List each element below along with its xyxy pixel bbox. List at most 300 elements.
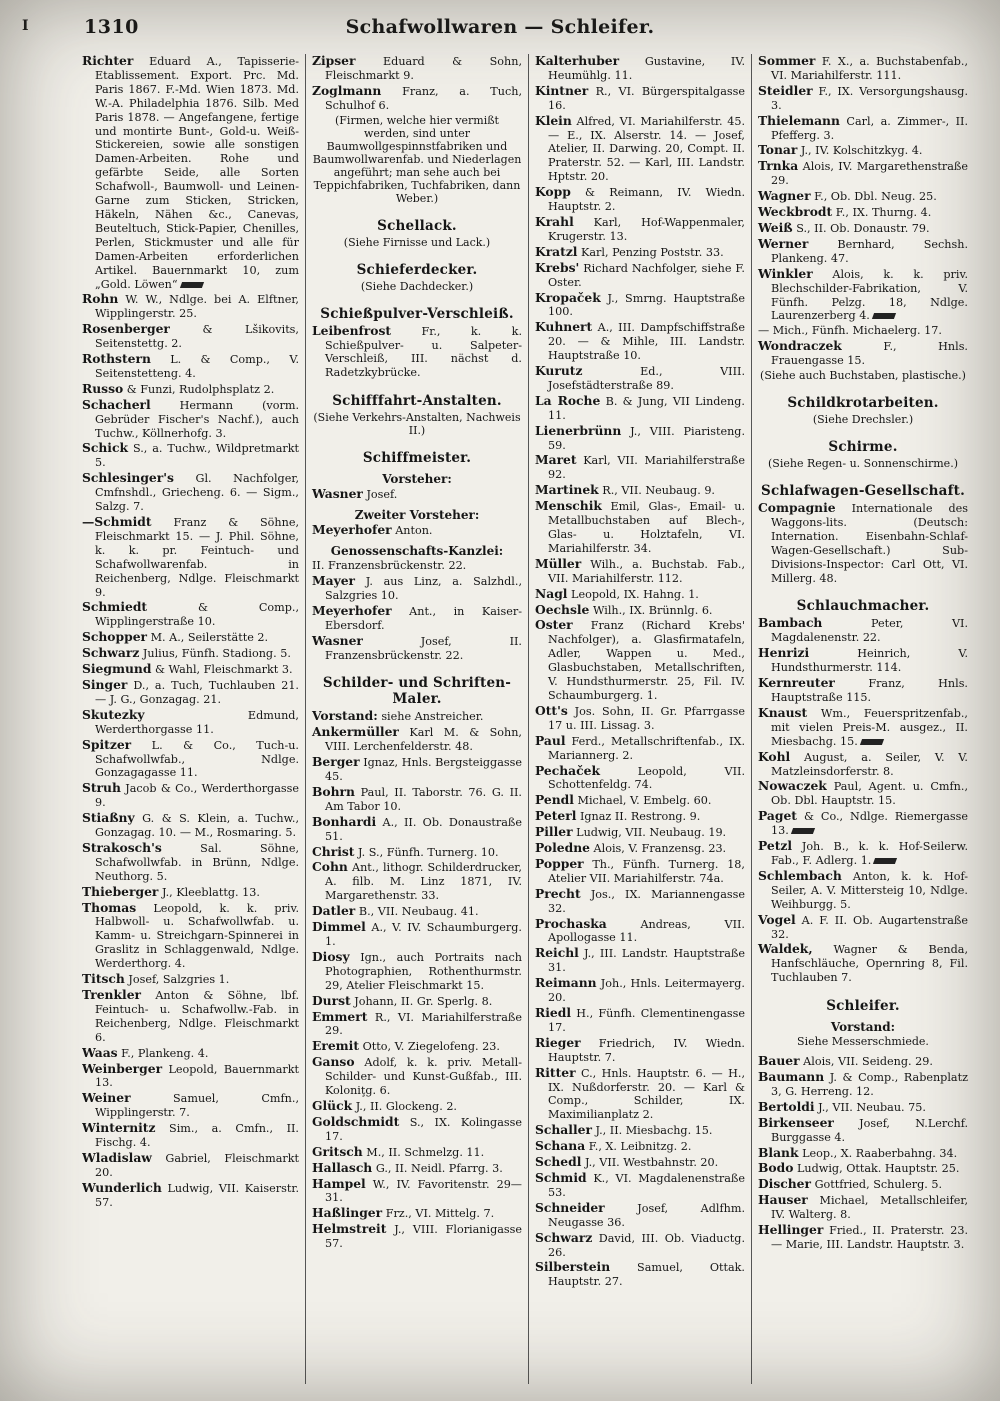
entry-details: Leopold, IX. Hahng. 1.: [571, 587, 699, 601]
entry-name: Ott's: [535, 702, 568, 718]
entry-details: Internationale des Waggons-lits. (Deutsch: Internation. Eisenbahn-Schlaf-Wagen-Gesellschaft.) Sub-Divisions-Inspector: Carl Ott, VI. Millerg. 48.: [771, 502, 968, 585]
entry-name: Weiner: [82, 1090, 131, 1106]
entry-details: S., II. Ob. Donaustr. 79.: [796, 221, 930, 235]
entry-name: Schwarz: [82, 645, 140, 661]
entry-name: Kurutz: [535, 363, 583, 379]
entry-details: Josef, Adlfhm. Neugasse 36.: [548, 1201, 746, 1229]
directory-entry: [758, 1177, 968, 1192]
entry-details: August, a. Seiler, V. V. Matzleinsdorferstr. 8.: [771, 750, 968, 778]
directory-entry: [312, 1177, 522, 1206]
section-heading: Schifffahrt-Anstalten.: [332, 393, 502, 410]
entry-details: Josef, Salzgries 1.: [128, 973, 230, 987]
directory-entry: [758, 779, 968, 808]
entry-details: Alois, IV. Margarethenstraße 29.: [771, 160, 968, 188]
directory-entry: [758, 1161, 968, 1176]
directory-entry: [312, 523, 522, 538]
entry-name: Cohn: [312, 859, 348, 875]
directory-entry: [535, 320, 745, 363]
entry-details: R., VII. Neubaug. 9.: [602, 484, 715, 498]
entry-details: Ed., VIII. Josefstädterstraße 89.: [548, 365, 745, 392]
entry-name: Schana: [535, 1138, 586, 1154]
directory-entry: [535, 946, 745, 975]
entry-details: A., III. Dampfschiffstraße 20. — & Mihle, III. Landstr. Hauptstraße 10.: [548, 321, 745, 363]
entry-name: Rothstern: [82, 351, 151, 367]
directory-entry: [82, 1091, 299, 1120]
entry-name: Henrizi: [758, 645, 810, 661]
entry-details: Jacob & Co., Werderthorgasse 9.: [95, 782, 299, 810]
directory-entry: [535, 764, 745, 793]
directory-entry: [82, 1062, 299, 1091]
directory-entry: [82, 630, 299, 645]
entry-name: Leibenfrost: [312, 322, 392, 338]
entry-name: Bauer: [758, 1053, 800, 1069]
entry-name: Pendl: [535, 792, 574, 808]
entry-name: Titsch: [82, 971, 125, 987]
entry-details: Karl M. & Sohn, VIII. Lerchenfelderstr. 48.: [325, 726, 522, 754]
entry-name: Weinberger: [82, 1060, 163, 1076]
entry-name: Zipser: [312, 54, 356, 68]
entry-details: B. & Jung, VII Lindeng. 11.: [548, 394, 745, 422]
entry-name: Hauser: [758, 1192, 808, 1208]
section-heading: Schellack.: [377, 217, 457, 234]
directory-entry: [535, 1036, 745, 1065]
entry-details: Karl, Penzing Poststr. 33.: [581, 245, 724, 259]
entry-details: D., a. Tuch, Tuchlauben 21. — J. G., Gonzagag. 21.: [95, 678, 299, 706]
directory-entry: [758, 869, 968, 912]
directory-entry: [758, 839, 968, 868]
entry-details: J., IV. Kolschitzkyg. 4.: [800, 144, 923, 158]
directory-entry: [312, 1222, 522, 1251]
entry-details: Leop., X. Raaberbahng. 34.: [802, 1146, 958, 1160]
entry-details: Samuel, Cmfn., Wipplingerstr. 7.: [95, 1092, 299, 1120]
entry-name: Kernreuter: [758, 675, 835, 691]
entry-details: Michael, Metallschleifer, IV. Walterg. 8.: [771, 1194, 969, 1222]
entry-name: Trnka: [758, 158, 799, 174]
cross-reference-note: (Siehe Firnisse und Lack.): [343, 235, 491, 249]
entry-name: Trenkler: [82, 987, 141, 1002]
directory-entry: [758, 205, 968, 220]
entry-details: Josef, II. Franzensbrückenstr. 22.: [325, 634, 522, 662]
directory-entry: [758, 1146, 968, 1161]
entry-details: — Mich., Fünfh. Michaelerg. 17.: [758, 324, 942, 338]
directory-entry: [535, 1006, 745, 1035]
directory-entry: [312, 994, 522, 1009]
directory-entry: [535, 394, 745, 423]
directory-entry: [312, 1099, 522, 1114]
directory-entry: [535, 1155, 745, 1170]
directory-entry: [535, 364, 745, 393]
directory-entry: [535, 453, 745, 482]
cross-reference-note: (Firmen, welche hier vermißt werden, sind unter Baumwollgespinnstfabriken und Baumwollwarenfab. und Niederlagen angeführt; man sehe auch bei Teppichfabriken, Tuchfabriken, dann Weber.): [312, 113, 522, 205]
directory-entry: [758, 809, 968, 838]
directory-entry: [535, 557, 745, 586]
directory-entry: [758, 750, 968, 779]
entry-name: Wasner: [312, 486, 363, 502]
entry-details: M. A., Seilerstätte 2.: [150, 631, 269, 645]
entry-name: Zoglmann: [312, 82, 382, 98]
entry-details: W., IV. Favoritenstr. 29—31.: [325, 1177, 522, 1205]
entry-name: Schmid: [535, 1169, 587, 1185]
entry-name: Blank: [758, 1144, 799, 1160]
entry-name: Winkler: [758, 265, 813, 281]
directory-entry: [535, 261, 745, 290]
entry-name: Schaller: [535, 1122, 592, 1138]
entry-name: Maret: [535, 452, 577, 468]
entry-details: & Co., Ndlge. Riemergasse 13.: [771, 810, 969, 838]
entry-details: siehe Anstreicher.: [381, 710, 484, 724]
entry-name: Ritter: [535, 1064, 576, 1080]
entry-name: Thielemann: [758, 112, 840, 128]
section-heading: Schiffmeister.: [362, 450, 472, 467]
pointing-hand-icon: [180, 282, 204, 288]
directory-entry: [758, 54, 968, 83]
entry-details: Johann, II. Gr. Sperlg. 8.: [354, 994, 493, 1008]
directory-entry: [535, 84, 745, 113]
directory-entry: [535, 291, 745, 320]
page-header: [22, 16, 966, 46]
entry-details: Sim., a. Cmfn., II. Fischg. 4.: [95, 1122, 299, 1150]
entry-details: F., X. Leibnitzg. 2.: [588, 1140, 692, 1154]
entry-name: Vogel: [758, 911, 796, 927]
entry-name: Bohrn: [312, 783, 355, 799]
directory-entry: [82, 398, 299, 441]
directory-entry: [758, 501, 968, 585]
entry-details: & Wahl, Fleischmarkt 3.: [155, 663, 293, 677]
directory-entry: [535, 424, 745, 453]
entry-details: J., VIII. Piaristeng. 59.: [548, 424, 746, 452]
entry-name: Rieger: [535, 1034, 581, 1050]
entry-name: Pechaček: [535, 762, 600, 778]
entry-name: —Schmidt: [82, 514, 152, 529]
entry-details: Emil, Glas-, Email- u. Metallbuchstaben auf Blech-, Glas- u. Holztafeln, VI. Mariahilferstr. 34.: [548, 500, 745, 555]
page-number: 1310: [84, 16, 139, 38]
entry-details: F., Plankeng. 4.: [121, 1046, 209, 1060]
entry-details: Josef, N.Lerchf. Burggasse 4.: [771, 1116, 968, 1144]
directory-entry: [82, 515, 299, 599]
directory-entry: [82, 352, 299, 381]
entry-name: Schlesinger's: [82, 470, 174, 486]
entry-details: Ant., lithogr. Schilderdrucker, A. filb. M. Linz 1871, IV. Margarethenstr. 33.: [325, 861, 522, 903]
directory-entry: [535, 483, 745, 498]
section-heading: Schilder- und Schriften-Maler.: [322, 675, 512, 708]
entry-details: Joh. B., k. k. Hof-Seilerw. Fab., F. Adlerg. 1.: [771, 840, 969, 867]
directory-entry: [312, 1206, 522, 1221]
directory-entry: [758, 616, 968, 645]
entry-details: Josef.: [366, 488, 398, 502]
entry-details: Eduard A., Tapisserie-Etablissement. Export. Prc. Md. Paris 1867. F.-Md. Wien 1873. Md. W.-A. Philadelphia 1876. Silb. Med Paris 1878. — Angefangene, fertige und montirte Bunt-, Gold-u. Weiß-Stickereien, sowie alle sonstigen Damen-Arbeiten. Rohe und gefärbte Seide, alle Sorten Schafwoll-, Baumwoll- und Leinen-Garne zum Sticken, Stricken, Häkeln, Nähen &c., Canevas, Beuteltuch, Stick-Papier, Chenilles, Perlen, Stickmuster und alle für Damen-Arbeiten erforderlichen Artikel. Bauernmarkt 10, zum „Gold. Löwen“: [95, 55, 299, 291]
entry-name: Sommer: [758, 54, 816, 68]
entry-name: Emmert: [312, 1008, 368, 1024]
entry-name: Schlembach: [758, 867, 842, 883]
directory-entry: [535, 793, 745, 808]
directory-entry: [312, 755, 522, 784]
entry-details: Carl, a. Zimmer-, II. Pfefferg. 3.: [771, 114, 969, 142]
column-3: [528, 54, 751, 1384]
entry-name: Meyerhofer: [312, 522, 392, 538]
directory-entry: [312, 845, 522, 860]
directory-entry: [312, 950, 522, 993]
entry-details: Franz, Hnls. Hauptstraße 115.: [771, 677, 968, 704]
directory-entry: [535, 185, 745, 214]
entry-details: Julius, Fünfh. Stadiong. 5.: [142, 647, 291, 661]
entry-name: Hampel: [312, 1175, 366, 1191]
directory-entry: [758, 1193, 968, 1222]
entry-name: Wladislaw: [82, 1149, 152, 1165]
cross-reference-note: (Siehe Drechsler.): [812, 413, 914, 427]
directory-entry: [535, 1171, 745, 1200]
entry-details: S., a. Tuchw., Wildpretmarkt 5.: [95, 442, 299, 470]
entry-details: J. aus Linz, a. Salzhdl., Salzgries 10.: [325, 574, 522, 602]
entry-name: Goldschmidt: [312, 1113, 400, 1129]
directory-entry: [82, 988, 299, 1045]
entry-name: Poledne: [535, 840, 590, 856]
entry-name: Russo: [82, 380, 124, 396]
entry-details: F., Hnls. Frauengasse 15.: [771, 340, 968, 368]
directory-entry: [535, 976, 745, 1005]
directory-entry: [758, 237, 968, 266]
column-2: [305, 54, 528, 1384]
entry-details: Otto, V. Ziegelofeng. 23.: [362, 1040, 500, 1054]
entry-details: Th., Fünfh. Turnerg. 18, Atelier VII. Mariahilferstr. 74a.: [548, 857, 745, 885]
entry-details: Hermann (vorm. Gebrüder Fischer's Nachf.), auch Tuchw., Köllnerhofg. 3.: [95, 398, 299, 440]
entry-name: Oechsle: [535, 601, 590, 617]
directory-entry: [535, 114, 745, 185]
entry-details: Ludwig, VII. Kaiserstr. 57.: [95, 1181, 300, 1209]
entry-name: Paget: [758, 808, 797, 824]
entry-name: Lienerbrünn: [535, 422, 622, 438]
entry-details: Peter, VI. Magdalenenstr. 22.: [771, 617, 969, 645]
entry-details: C., Hnls. Hauptstr. 6. — H., IX. Nußdorferstr. 20. — Karl & Comp., Schilder, IX. Maximilianplatz 2.: [548, 1066, 745, 1122]
entry-name: Discher: [758, 1176, 811, 1192]
directory-entry: [312, 725, 522, 754]
directory-entry: [535, 887, 745, 916]
directory-entry: [312, 1039, 522, 1054]
entry-name: Prochaska: [535, 915, 607, 931]
entry-name: Hallasch: [312, 1159, 373, 1175]
entry-name: Vorstand:: [312, 708, 378, 724]
entry-name: Wasner: [312, 632, 363, 648]
directory-entry: [312, 574, 522, 603]
entry-details: K., VI. Magdalenenstraße 53.: [548, 1171, 745, 1199]
directory-entry: [535, 1201, 745, 1230]
directory-entry: [758, 913, 968, 942]
directory-entry: [758, 942, 968, 985]
entry-details: H., Fünfh. Clementinengasse 17.: [548, 1007, 745, 1034]
directory-entry: [758, 1054, 968, 1069]
entry-name: Strakosch's: [82, 839, 162, 855]
entry-details: S., IX. Kolingasse 17.: [325, 1115, 522, 1143]
directory-entry: [535, 215, 745, 244]
entry-name: Nagl: [535, 585, 568, 601]
entry-details: J. & Comp., Rabenplatz 3, G. Herreng. 12.: [771, 1071, 968, 1098]
entry-details: W. W., Ndlge. bei A. Elftner, Wipplingerstr. 25.: [95, 293, 299, 321]
entry-details: J., II. Miesbachg. 15.: [595, 1124, 713, 1138]
directory-entry: [535, 1123, 745, 1138]
entry-details: Wm., Feuerspritzenfab., mit vielen Preis-M. ausgez., II. Miesbachg. 15.: [771, 706, 968, 748]
entry-details: L. & Co., Tuch-u. Schafwollwfab., Ndlge. Gonzagagasse 11.: [95, 738, 299, 780]
directory-entry: [535, 618, 745, 702]
directory-entry: [758, 1223, 968, 1252]
entry-name: Oster: [535, 617, 573, 633]
entry-name: Schedl: [535, 1154, 582, 1170]
entry-name: Menschik: [535, 498, 602, 514]
directory-entry: [82, 841, 299, 884]
entry-details: G., II. Neidl. Pfarrg. 3.: [375, 1161, 503, 1175]
entry-details: Franz, a. Tuch, Schulhof 6.: [325, 84, 522, 112]
entry-name: Rohn: [82, 291, 119, 307]
entry-name: Waldek,: [758, 941, 813, 957]
directory-entry: [312, 634, 522, 663]
entry-name: Spitzer: [82, 736, 132, 752]
entry-name: Krebs': [535, 259, 580, 275]
directory-entry: [758, 159, 968, 188]
directory-entry: [82, 678, 299, 707]
entry-details: Jos., IX. Mariannengasse 32.: [548, 887, 745, 915]
entry-name: Bertoldi: [758, 1098, 815, 1114]
directory-entry: [758, 221, 968, 236]
entry-details: A., II. Ob. Donaustraße 51.: [325, 815, 522, 843]
entry-name: Waas: [82, 1044, 118, 1060]
directory-entry: [758, 114, 968, 143]
column-1: [82, 54, 305, 1384]
entry-details: Bernhard, Sechsh. Plankeng. 47.: [771, 237, 969, 265]
entry-details: Ignaz II. Restrong. 9.: [579, 810, 701, 824]
pointing-hand-icon: [873, 858, 897, 864]
entry-details: II. Franzensbrückenstr. 22.: [312, 559, 467, 573]
directory-entry: [82, 471, 299, 514]
directory-entry: [758, 1100, 968, 1115]
entry-details: Joh., Hnls. Leitermayerg. 20.: [548, 977, 745, 1005]
entry-details: J., VII. Westbahnstr. 20.: [584, 1156, 719, 1170]
directory-entry: [82, 600, 299, 629]
directory-entry: [535, 245, 745, 260]
entry-details: Franz & Söhne, Fleischmarkt 15. — J. Phil. Söhne, k. k. pr. Feintuch- und Schafwollwarenfab. in Reichenberg, Ndlge. Fleischmarkt 9.: [95, 516, 300, 599]
cross-reference-note: (Siehe Dachdecker.): [360, 279, 474, 293]
entry-name: La Roche: [535, 392, 601, 408]
entry-details: Leopold, VII. Schottenfeldg. 74.: [548, 764, 746, 792]
entry-details: Alois, k. k. priv. Blechschilder-Fabrikation, V. Fünfh. Pelzg. 18, Ndlge. Laurenzerberg 4.: [771, 267, 968, 323]
entry-details: M., II. Schmelzg. 11.: [366, 1145, 485, 1159]
entry-name: Schwarz: [535, 1229, 593, 1245]
entry-details: Wilh., a. Buchstab. Fab., VII. Mariahilferstr. 112.: [548, 557, 746, 585]
entry-details: Heinrich, V. Hundsthurmerstr. 114.: [771, 647, 968, 675]
cross-reference-note: (Siehe auch Buchstaben, plastische.): [760, 369, 966, 383]
entry-name: Hellinger: [758, 1222, 824, 1238]
directory-entry: [82, 662, 299, 677]
directory-entry: [535, 1231, 745, 1260]
directory-entry: [535, 704, 745, 733]
directory-entry: [82, 646, 299, 661]
entry-details: & Funzi, Rudolphsplatz 2.: [126, 382, 275, 396]
entry-name: Popper: [535, 855, 584, 871]
directory-entry: [535, 499, 745, 556]
directory-entry: [758, 676, 968, 705]
entry-name: Müller: [535, 555, 582, 571]
directory-entry: [82, 1046, 299, 1061]
entry-details: Karl, Hof-Wappenmaler, Krugerstr. 13.: [548, 215, 745, 243]
entry-details: Alois, V. Franzensg. 23.: [593, 842, 727, 856]
directory-entry: [535, 825, 745, 840]
entry-name: Richter: [82, 54, 134, 68]
entry-name: Kalterhuber: [535, 54, 620, 68]
directory-entry: [758, 267, 968, 324]
directory-entry: [312, 1145, 522, 1160]
entry-name: Peterl: [535, 808, 577, 824]
entry-name: Glück: [312, 1097, 353, 1113]
entry-name: Ganso: [312, 1054, 355, 1070]
entry-name: Durst: [312, 992, 351, 1008]
entry-details: J. S., Fünfh. Turnerg. 10.: [358, 845, 499, 859]
entry-details: Ludwig, VII. Neubaug. 19.: [576, 826, 727, 840]
directory-entry: [82, 441, 299, 470]
directory-entry: [535, 603, 745, 618]
entry-name: Ankermüller: [312, 724, 399, 740]
entry-name: Kopp: [535, 184, 571, 200]
directory-columns: [82, 54, 974, 1384]
directory-entry: [312, 860, 522, 903]
entry-details: A. F. II. Ob. Augartenstraße 32.: [771, 913, 968, 941]
directory-entry: [312, 904, 522, 919]
directory-entry: [758, 706, 968, 749]
entry-name: Meyerhofer: [312, 602, 392, 618]
entry-details: R., VI. Mariahilferstraße 29.: [325, 1010, 522, 1038]
entry-details: Ferd., Metallschriftenfab., IX. Mariannerg. 2.: [548, 734, 745, 762]
directory-entry: [535, 587, 745, 602]
directory-entry: [312, 785, 522, 814]
directory-entry: [82, 322, 299, 351]
cross-reference-note: Siehe Messerschmiede.: [797, 1035, 929, 1049]
sub-heading: Vorstand:: [830, 1020, 896, 1035]
directory-entry: [758, 324, 968, 338]
entry-name: Siegmund: [82, 661, 152, 677]
entry-details: F. X., a. Buchstabenfab., VI. Mariahilferstr. 111.: [771, 55, 969, 82]
entry-name: Datler: [312, 903, 356, 919]
entry-name: Werner: [758, 235, 809, 251]
directory-entry: [535, 1260, 745, 1289]
entry-details: Anton, k. k. Hof-Seiler, A. V. Mittersteig 10, Ndlge. Weihburgg. 5.: [771, 869, 968, 911]
entry-name: Christ: [312, 843, 355, 859]
entry-name: Baumann: [758, 1069, 825, 1085]
entry-name: Bonhardi: [312, 813, 377, 829]
entry-details: Anton.: [395, 524, 433, 538]
directory-entry: [758, 1070, 968, 1099]
entry-name: Wunderlich: [82, 1179, 162, 1195]
entry-details: Sal. Söhne, Schafwollwfab. in Brünn, Ndlge. Neuthorg. 5.: [95, 841, 300, 883]
pointing-hand-icon: [791, 828, 815, 834]
directory-entry: [535, 1139, 745, 1154]
entry-details: Leopold, k. k. priv. Halbwoll- u. Schafwollwfab. u. Kamm- u. Streichgarn-Spinnerei in Graslitz in Schlaggenwald, Ndlge. Werderthorg. 4.: [95, 901, 300, 971]
entry-details: J., VIII. Florianigasse 57.: [325, 1223, 523, 1251]
entry-name: Schneider: [535, 1199, 605, 1215]
entry-details: Ign., auch Portraits nach Photographien, Rothenthurmstr. 29, Atelier Fleischmarkt 15.: [325, 950, 522, 992]
entry-details: Frz., VI. Mittelg. 7.: [385, 1207, 495, 1221]
directory-entry: [758, 1116, 968, 1145]
entry-name: Riedl: [535, 1005, 571, 1020]
entry-details: Wilh., IX. Brünnlg. 6.: [592, 603, 713, 617]
running-head: Schafwollwaren — Schleifer.: [345, 16, 655, 38]
directory-entry: [82, 901, 299, 972]
directory-entry: [758, 84, 968, 113]
entry-name: Weiß: [758, 219, 793, 235]
directory-entry: [312, 604, 522, 633]
entry-name: Steidler: [758, 82, 813, 98]
column-4: [751, 54, 974, 1384]
directory-entry: [82, 708, 299, 737]
directory-entry: [82, 885, 299, 900]
section-heading: Schleifer.: [826, 998, 900, 1015]
directory-entry: [758, 646, 968, 675]
entry-name: Silberstein: [535, 1259, 611, 1275]
